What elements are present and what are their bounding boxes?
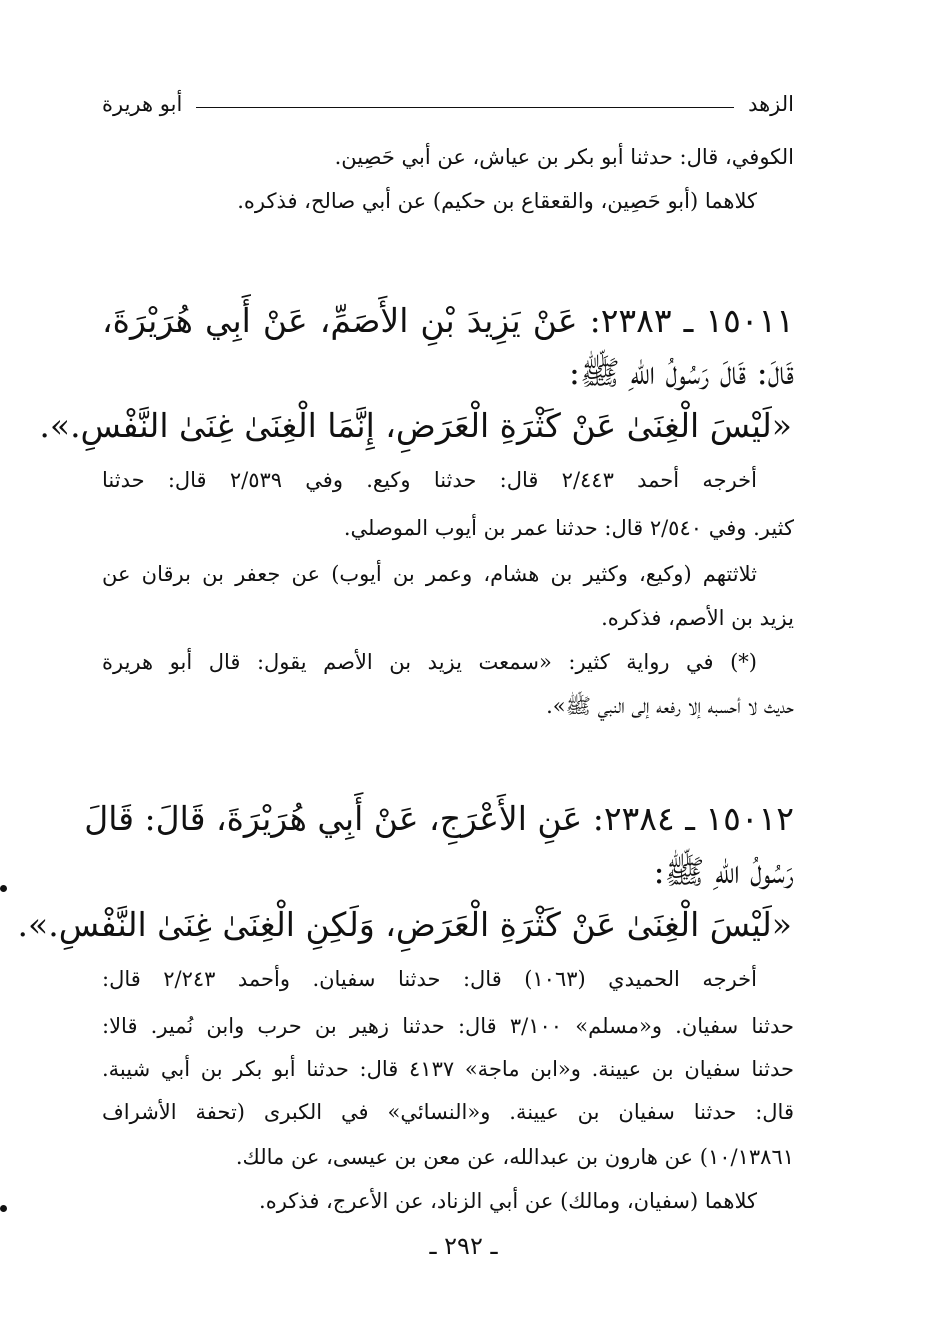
hadith-15012-takhrij-line-1: أخرجه الحميدي (١٠٦٣) قال: حدثنا سفيان. وأحمد ٢/٢٤٣ قال: [102, 967, 757, 991]
hadith-15011-summary-line-1: ثلاثتهم (وكيع، وكثير بن هشام، وعمر بن أيوب) عن جعفر بن برقان عن [102, 562, 757, 586]
hadith-15011-takhrij-line-1: أخرجه أحمد ٢/٤٤٣ قال: حدثنا وكيع. وفي ٢/٥٣٩ قال: حدثنا [102, 468, 757, 492]
header-section: أبو هريرة [102, 92, 183, 116]
hadith-15012-isnad-line-1: ١٥٠١٢ ـ ٢٣٨٤: عَنِ الأَعْرَجِ، عَنْ أَبِي هُرَيْرَةَ، قَالَ: قَالَ [84, 799, 794, 838]
hadith-15012-takhrij-line-4: قال: حدثنا سفيان بن عيينة. و«النسائي» في الكبرى (تحفة الأشراف [102, 1100, 794, 1124]
prev-entry-line-2: كلاهما (أبو حَصِين، والقعقاع بن حكيم) عن أبي صالح، فذكره. [237, 189, 757, 213]
hadith-15012-isnad-line-2: رَسُولُ اللهِ ﷺ: [653, 852, 794, 891]
hadith-15012-matn: «لَيْسَ الْغِنَىٰ عَنْ كَثْرَةِ الْعَرَضِ، وَلَكِنِ الْغِنَىٰ غِنَىٰ النَّفْسِ.». [17, 905, 792, 944]
hadith-15011-summary-line-2: يزيد بن الأصم، فذكره. [601, 606, 794, 630]
hadith-15011-isnad-line-2: قَالَ: قَالَ رَسُولُ اللهِ ﷺ: [568, 353, 794, 392]
hadith-15012-takhrij-line-2: حدثنا سفيان. و«مسلم» ٣/١٠٠ قال: حدثنا زهير بن حرب وابن نُمير. قالا: [102, 1014, 794, 1038]
hadith-15012-takhrij-line-3: حدثنا سفيان بن عيينة. و«ابن ماجة» ٤١٣٧ قال: حدثنا أبو بكر بن أبي شيبة. [102, 1057, 794, 1081]
hadith-15011-note-line-2: حديث لا أحسبه إلا رفعه إلى النبي ﷺ». [546, 694, 794, 718]
hadith-15011-matn: «لَيْسَ الْغِنَىٰ عَنْ كَثْرَةِ الْعَرَضِ، إِنَّمَا الْغِنَىٰ غِنَىٰ النَّفْسِ.». [39, 406, 792, 445]
hadith-15012-takhrij-line-5: ١٠/١٣٨٦١) عن هارون بن عبدالله، عن معن بن عيسى، عن مالك. [235, 1145, 794, 1169]
hadith-15011-isnad-line-1: ١٥٠١١ ـ ٢٣٨٣: عَنْ يَزِيدَ بْنِ الأَصَمِّ، عَنْ أَبِي هُرَيْرَةَ، [102, 301, 794, 340]
margin-mark-1 [0, 885, 7, 892]
page-number: ـ ٢٩٢ ـ [429, 1232, 498, 1260]
hadith-15012-summary-line-1: كلاهما (سفيان، ومالك) عن أبي الزناد، عن الأعرج، فذكره. [259, 1189, 757, 1213]
header-rule [196, 107, 734, 108]
margin-mark-2 [0, 1205, 7, 1212]
hadith-15011-note-line-1: (*) في رواية كثير: «سمعت يزيد بن الأصم يقول: قال أبو هريرة [102, 650, 757, 674]
prev-entry-line-1: الكوفي، قال: حدثنا أبو بكر بن عياش، عن أبي حَصِين. [334, 145, 794, 169]
running-header [102, 88, 794, 120]
hadith-15011-takhrij-line-2: كثير. وفي ٢/٥٤٠ قال: حدثنا عمر بن أيوب الموصلي. [343, 516, 794, 540]
header-chapter: الزهد [748, 92, 794, 116]
